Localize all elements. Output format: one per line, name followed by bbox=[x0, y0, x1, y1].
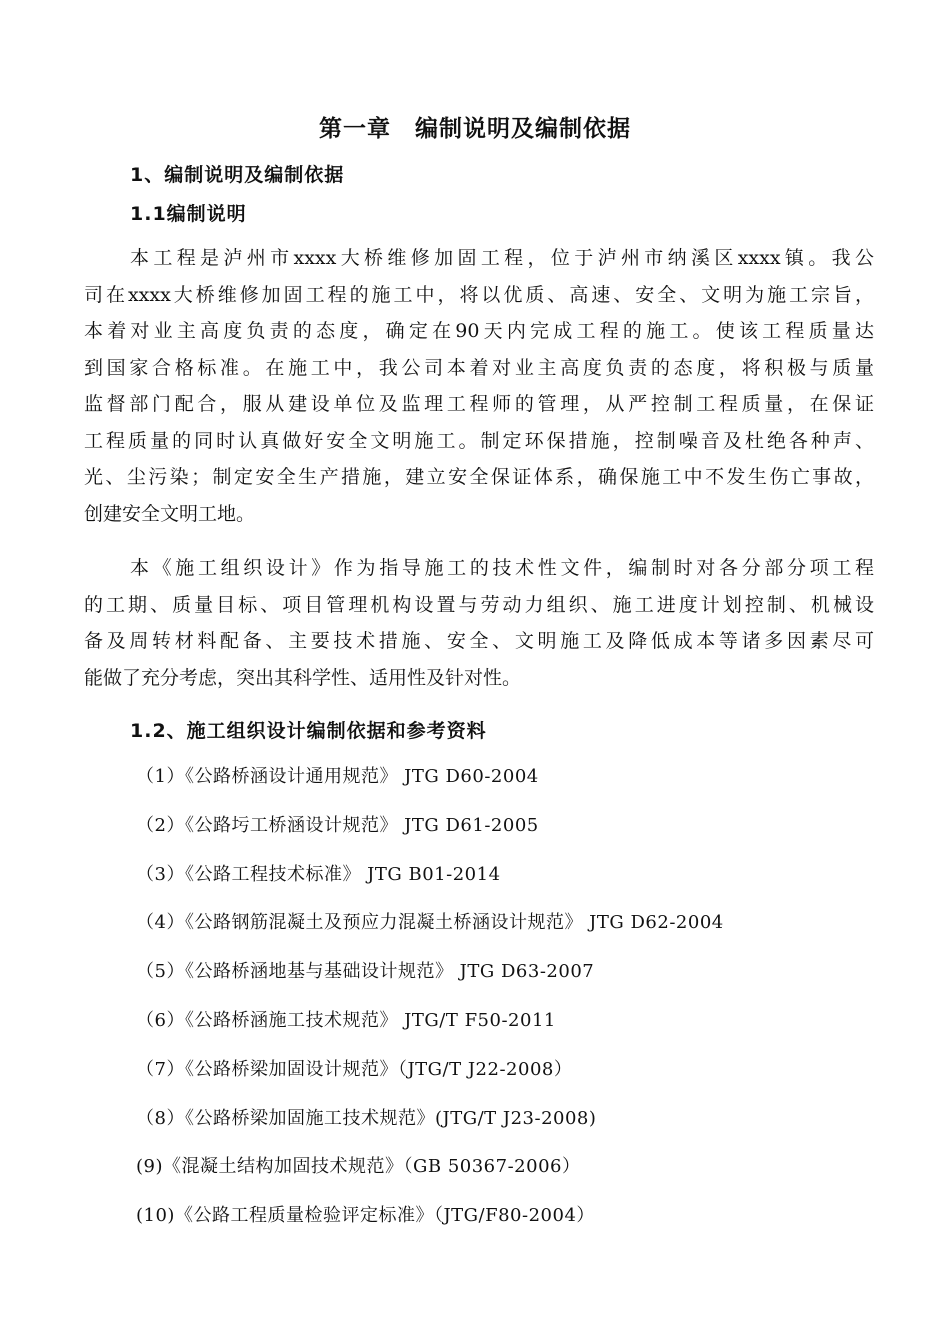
paragraph-line: 的工期、质量目标、项目管理机构设置与劳动力组织、施工进度计划控制、机械设 bbox=[84, 593, 874, 616]
reference-item: （2）《公路圬工桥涵设计规范》 JTG D61-2005 bbox=[136, 814, 539, 836]
reference-item: （1）《公路桥涵设计通用规范》 JTG D60-2004 bbox=[136, 766, 539, 787]
paragraph-line: 备及周转材料配备、主要技术措施、安全、文明施工及降低成本等诸多因素尽可 bbox=[84, 630, 874, 652]
reference-item: （6）《公路桥涵施工技术规范》 JTG/T F50-2011 bbox=[136, 1009, 556, 1031]
section-heading-1: 1、编制说明及编制依据 bbox=[130, 164, 345, 186]
paragraph-design-purpose bbox=[84, 550, 874, 696]
paragraph-line: 本工程是泸州市xxxx大桥维修加固工程，位于泸州市纳溪区xxxx镇。我公 bbox=[130, 247, 874, 269]
paragraph-line: 工程质量的同时认真做好安全文明施工。制定环保措施，控制噪音及杜绝各种声、 bbox=[84, 429, 874, 452]
reference-item: （7）《公路桥梁加固设计规范》（JTG/T J22-2008） bbox=[136, 1058, 573, 1080]
paragraph-line: 本《施工组织设计》作为指导施工的技术性文件，编制时对各分部分项工程 bbox=[130, 557, 874, 579]
paragraph-line: 创建安全文明工地。 bbox=[84, 502, 256, 525]
section-heading-1-2: 1.2、施工组织设计编制依据和参考资料 bbox=[130, 720, 487, 742]
paragraph-line: 能做了充分考虑，突出其科学性、适用性及针对性。 bbox=[84, 666, 522, 689]
chapter-title: 第一章 编制说明及编制依据 bbox=[319, 116, 631, 142]
reference-item: （8）《公路桥梁加固施工技术规范》(JTG/T J23-2008) bbox=[136, 1107, 597, 1129]
reference-item: （5）《公路桥涵地基与基础设计规范》 JTG D63-2007 bbox=[136, 961, 595, 983]
reference-list bbox=[136, 762, 724, 1250]
paragraph-line: 到国家合格标准。在施工中，我公司本着对业主高度负责的态度，将积极与质量 bbox=[84, 356, 874, 379]
paragraph-line: 光、尘污染；制定安全生产措施，建立安全保证体系，确保施工中不发生伤亡事故， bbox=[84, 466, 874, 488]
section-heading-1-1: 1.1编制说明 bbox=[130, 203, 247, 225]
paragraph-line: 监督部门配合，服从建设单位及监理工程师的管理，从严控制工程质量，在保证 bbox=[84, 393, 874, 415]
reference-item: （4）《公路钢筋混凝土及预应力混凝土桥涵设计规范》 JTG D62-2004 bbox=[136, 912, 724, 934]
reference-item: （3）《公路工程技术标准》 JTG B01-2014 bbox=[136, 863, 501, 885]
paragraph-line: 司在xxxx大桥维修加固工程的施工中，将以优质、高速、安全、文明为施工宗旨， bbox=[84, 283, 874, 306]
paragraph-compilation-description bbox=[84, 240, 874, 532]
reference-item: (9)《混凝土结构加固技术规范》（GB 50367-2006） bbox=[136, 1156, 581, 1178]
reference-item: (10)《公路工程质量检验评定标准》（JTG/F80-2004） bbox=[136, 1205, 595, 1227]
paragraph-line: 本着对业主高度负责的态度，确定在90天内完成工程的施工。使该工程质量达 bbox=[84, 320, 874, 342]
